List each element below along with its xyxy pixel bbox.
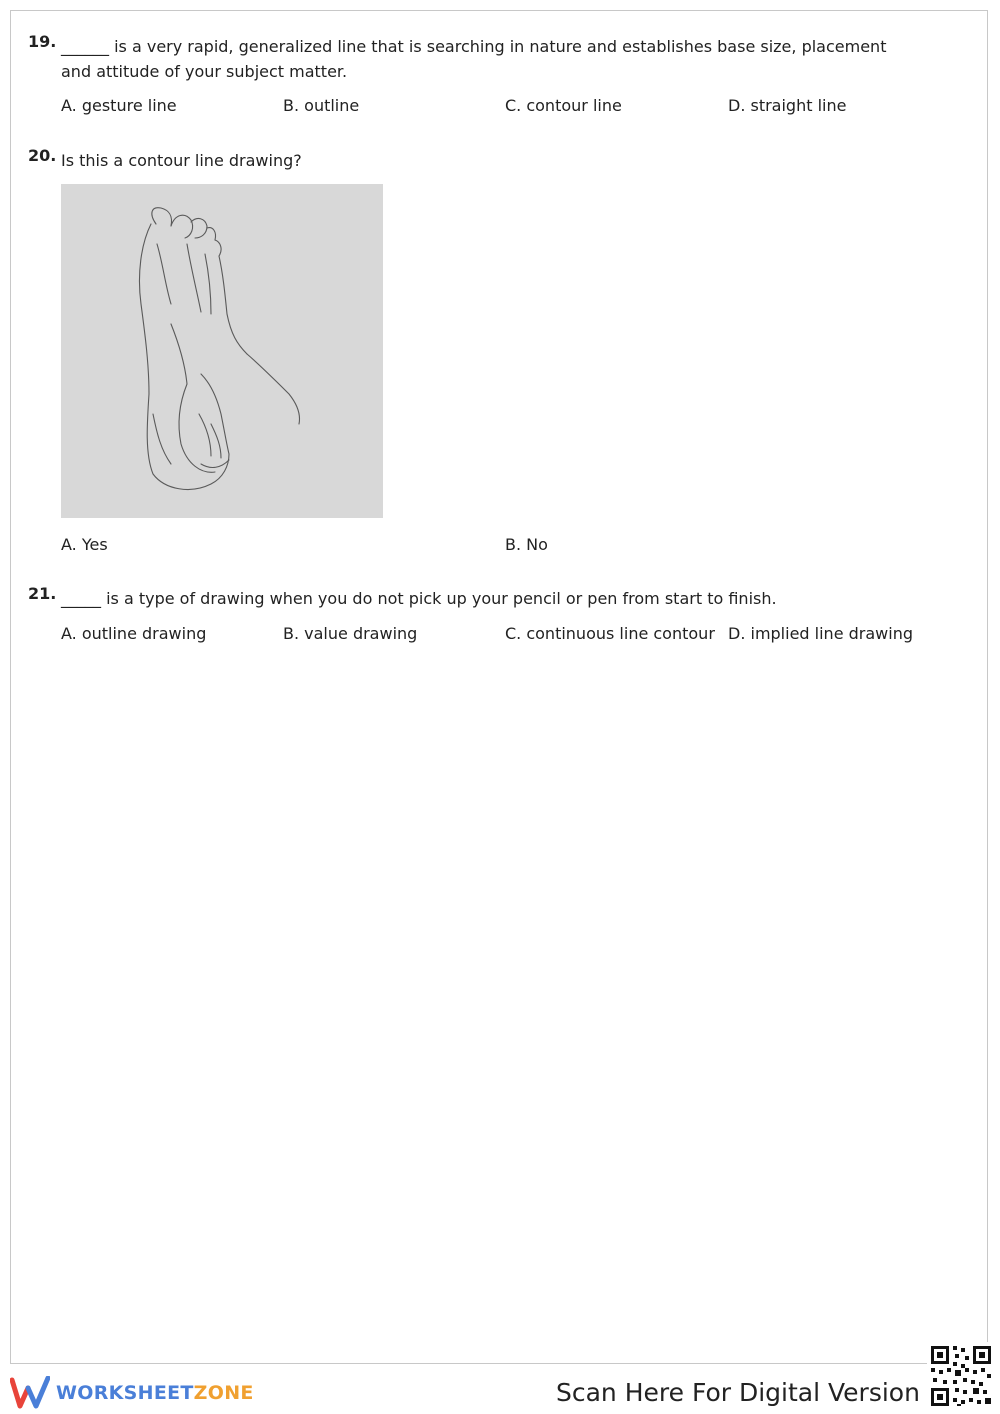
worksheetzone-logo[interactable] bbox=[10, 1376, 254, 1410]
question-text: ______ is a very rapid, generalized line that is searching in nature and establishes base size, placement and attitude of your subject matter. bbox=[61, 37, 887, 81]
question-text: Is this a contour line drawing? bbox=[61, 151, 302, 170]
option-c[interactable]: C. contour line bbox=[505, 96, 622, 115]
question-number: 20. bbox=[28, 146, 57, 165]
option-c[interactable]: C. continuous line contour bbox=[505, 624, 715, 643]
question-number: 19. bbox=[28, 32, 57, 51]
foot-sketch-icon bbox=[61, 184, 383, 518]
foot-contour-drawing-image bbox=[61, 184, 383, 518]
brand-name bbox=[56, 1382, 254, 1404]
option-a[interactable]: A. gesture line bbox=[61, 96, 177, 115]
question-text: _____ is a type of drawing when you do not pick up your pencil or pen from start to finish. bbox=[61, 589, 777, 608]
option-b[interactable]: B. outline bbox=[283, 96, 360, 115]
brand-zone: ZONE bbox=[193, 1382, 254, 1404]
option-d[interactable]: D. straight line bbox=[728, 96, 847, 115]
w-logo-icon bbox=[10, 1376, 50, 1410]
option-b[interactable]: B. No bbox=[505, 535, 548, 554]
scan-here-text: Scan Here For Digital Version bbox=[556, 1378, 920, 1407]
brand-worksheet: WORKSHEET bbox=[56, 1382, 194, 1404]
question-number: 21. bbox=[28, 584, 57, 603]
option-a[interactable]: A. Yes bbox=[61, 535, 108, 554]
option-b[interactable]: B. value drawing bbox=[283, 624, 418, 643]
option-a[interactable]: A. outline drawing bbox=[61, 624, 207, 643]
option-d[interactable]: D. implied line drawing bbox=[728, 624, 913, 643]
qr-code-icon[interactable] bbox=[927, 1342, 995, 1410]
